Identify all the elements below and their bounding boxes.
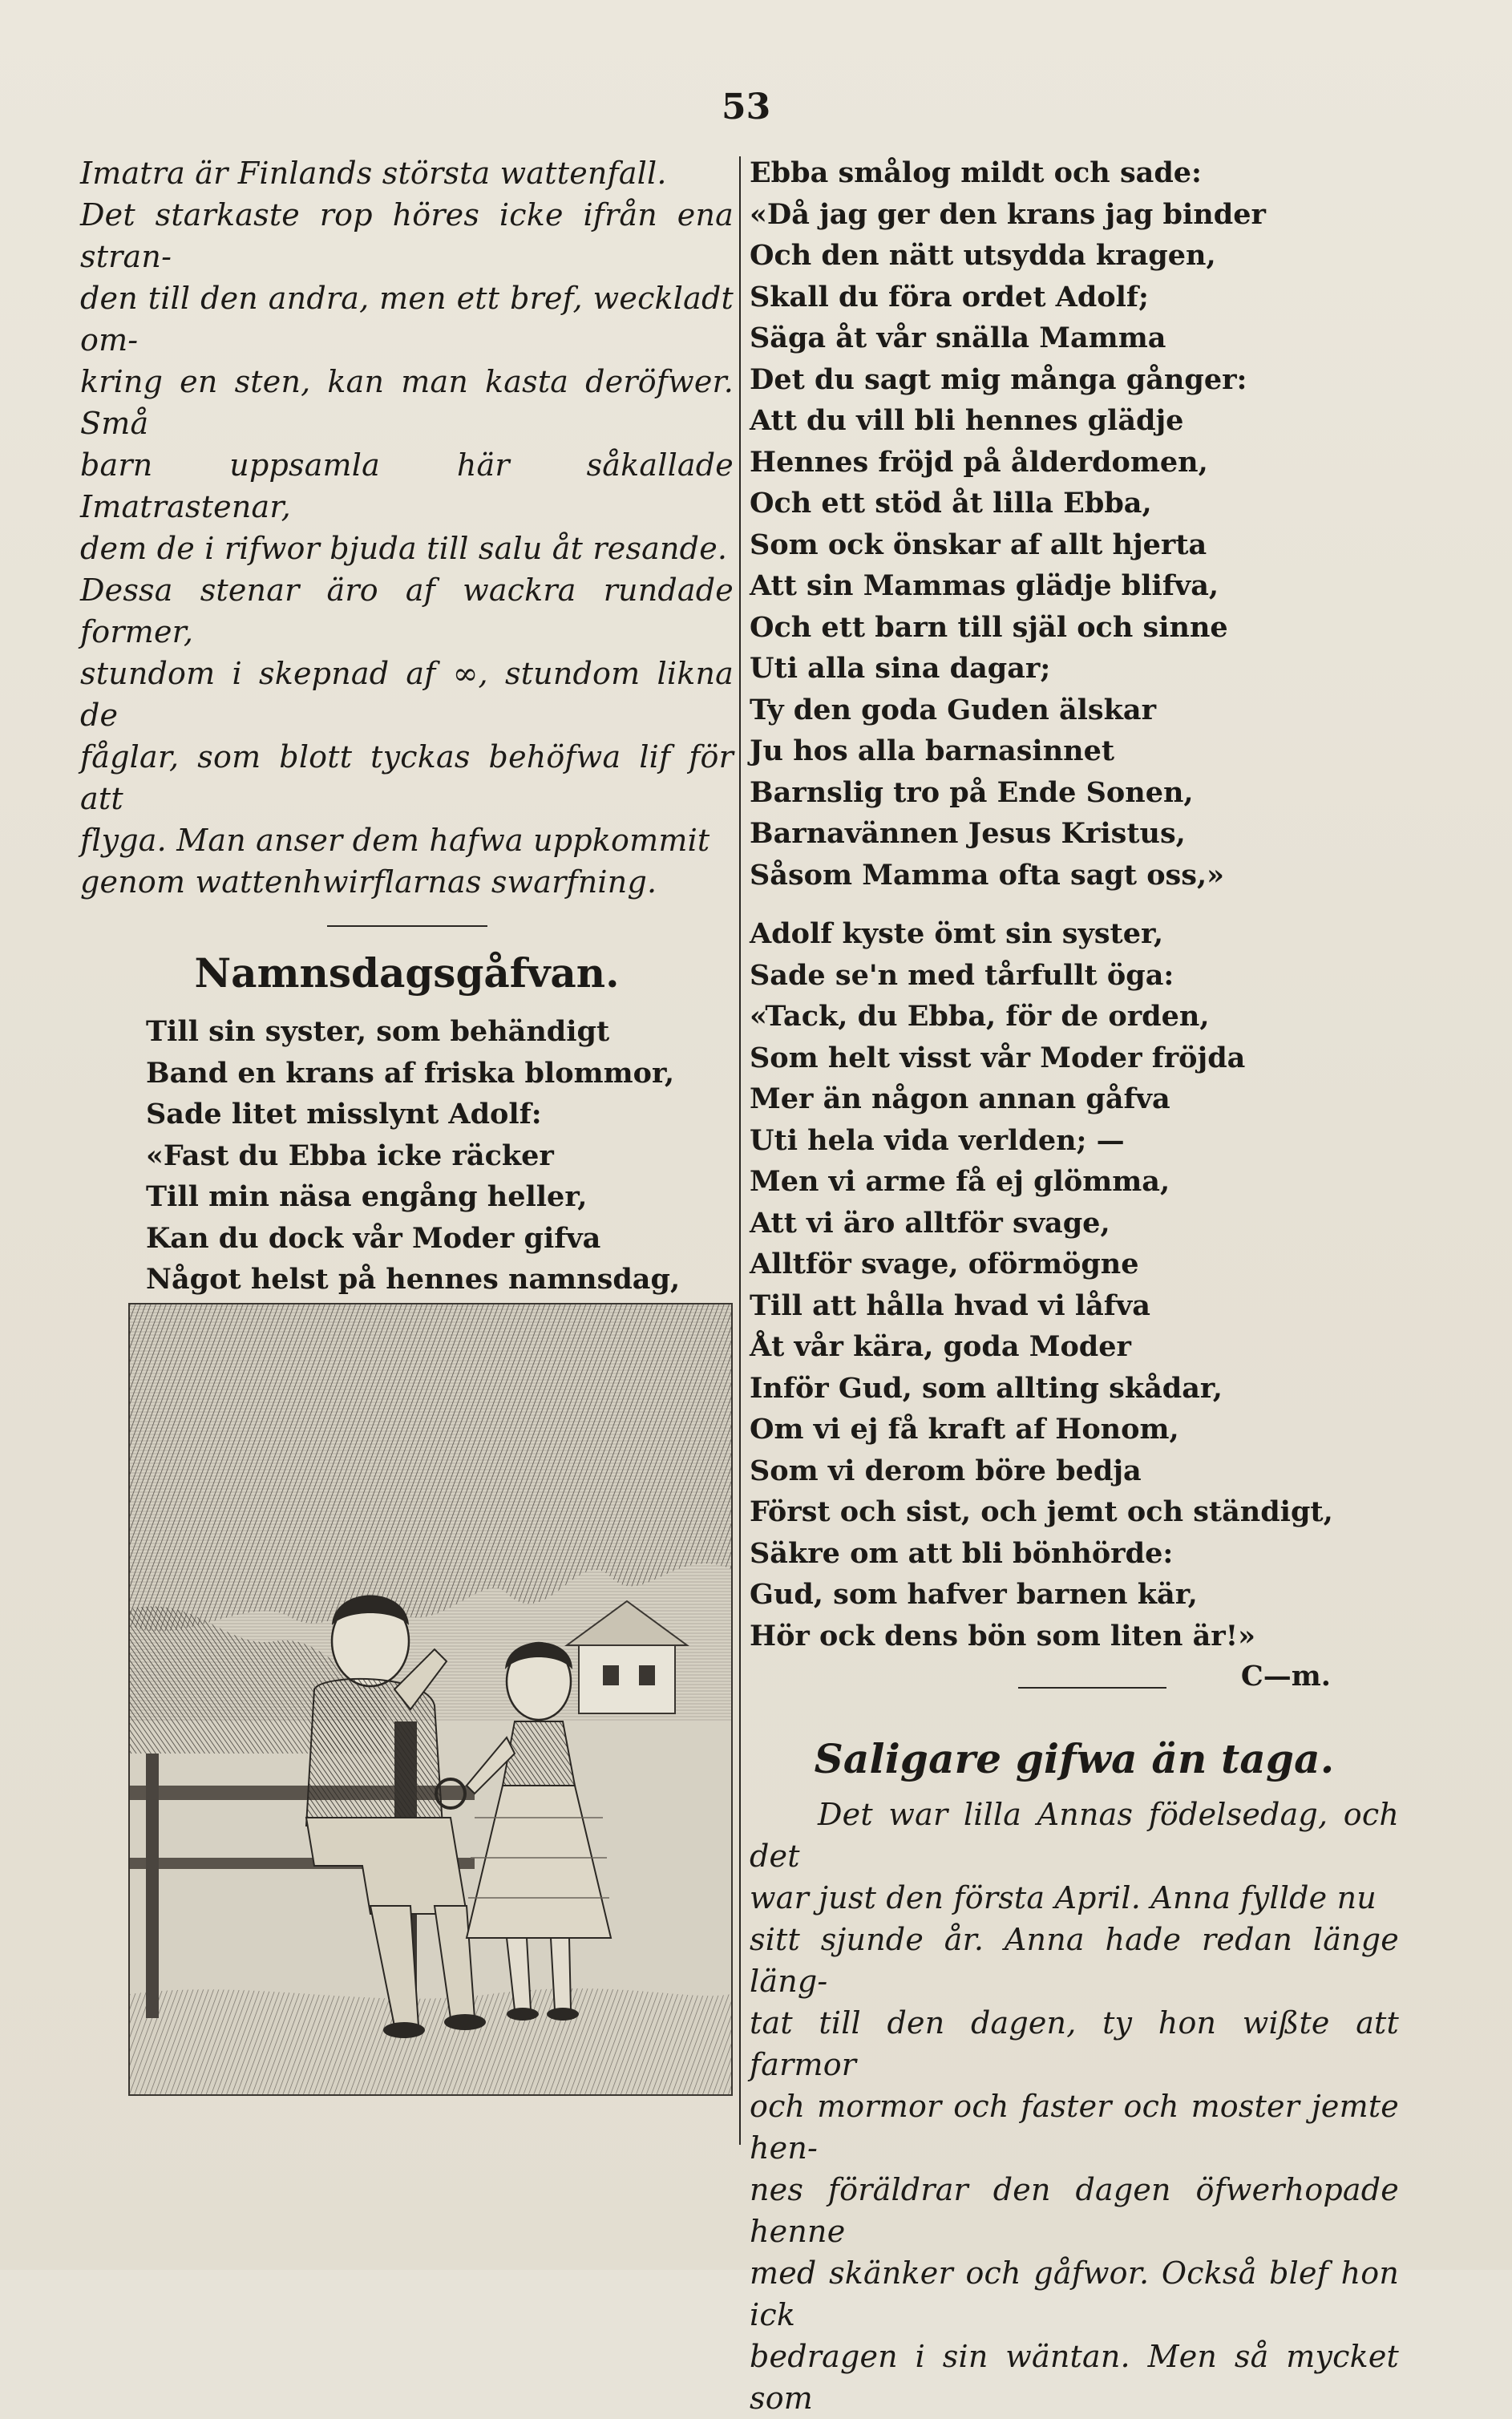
prose-line: flyga. Man anser dem hafwa uppkommit xyxy=(80,823,710,858)
story-title: Saligare gifwa än taga. xyxy=(814,1735,1335,1782)
story-paragraph xyxy=(750,1794,1399,2419)
poem-line: Och ett barn till själ och sinne xyxy=(750,610,1228,644)
stanza-gap xyxy=(750,896,1399,913)
poem-line: Först och sist, och jemt och ständigt, xyxy=(750,1495,1333,1528)
prose-line: Dessa stenar äro af wackra rundade former, xyxy=(80,572,734,649)
signature-rule xyxy=(1018,1687,1166,1689)
prose-line: Det war lilla Annas födelsedag, och det xyxy=(750,1797,1399,1874)
engraving-children-by-fence xyxy=(130,1305,731,2094)
prose-line: kring en sten, kan man kasta deröfwer. Små xyxy=(80,364,734,441)
poem-line: Hör ock dens bön som liten är!» xyxy=(750,1619,1255,1652)
poem-line: «Då jag ger den krans jag binder xyxy=(750,197,1266,231)
poem-line: Band en krans af friska blommor, xyxy=(146,1056,675,1090)
poem-title: Namnsdagsgåfvan. xyxy=(194,949,620,997)
poem-line: Adolf kyste ömt sin syster, xyxy=(750,917,1164,950)
prose-line: den till den andra, men ett bref, weckladt om- xyxy=(80,281,734,358)
poem-line: Uti alla sina dagar; xyxy=(750,652,1051,685)
prose-line: sitt sjunde år. Anna hade redan länge läng- xyxy=(750,1922,1399,1999)
poem-line: Ebba smålog mildt och sade: xyxy=(750,156,1202,189)
poem-line: Säkre om att bli bönhörde: xyxy=(750,1536,1174,1570)
intro-paragraph xyxy=(80,152,734,903)
prose-line: stundom i skepnad af ∞, stundom likna de xyxy=(80,656,734,733)
poem-line: Uti hela vida verlden; — xyxy=(750,1123,1125,1157)
page-number: 53 xyxy=(722,87,771,127)
prose-line: barn uppsamla här såkallade Imatrastenar, xyxy=(80,447,734,524)
prose-line: fåglar, som blott tyckas behöfwa lif för att xyxy=(80,739,734,816)
poem-line: Att vi äro alltför svage, xyxy=(750,1206,1110,1240)
poem-line: Alltför svage, oförmögne xyxy=(750,1248,1139,1280)
poem-line: Säga åt vår snälla Mamma xyxy=(750,322,1166,354)
poem-line: Om vi ej få kraft af Honom, xyxy=(750,1413,1179,1446)
prose-line: nes föräldrar den dagen öfwerhopade henne xyxy=(750,2172,1399,2249)
poem-line: Det du sagt mig många gånger: xyxy=(750,362,1247,396)
prose-line: Imatra är Finlands största wattenfall. xyxy=(80,156,667,191)
prose-line: tat till den dagen, ty hon wißte att farmor xyxy=(750,2005,1399,2082)
poem-line: Ty den goda Guden älskar xyxy=(750,693,1157,726)
poem-line: Som ock önskar af allt hjerta xyxy=(750,528,1207,561)
poem-line: Till min näsa engång heller, xyxy=(146,1180,588,1213)
prose-line: war just den första April. Anna fyllde nu xyxy=(750,1880,1377,1915)
prose-line: bedragen i sin wäntan. Men så mycket som xyxy=(750,2339,1399,2416)
poem-line: Men vi arme få ej glömma, xyxy=(750,1165,1170,1198)
engraving-illustration xyxy=(128,1303,733,2096)
poem-line: Åt vår kära, goda Moder xyxy=(750,1330,1131,1363)
signature-row xyxy=(750,1656,1399,1705)
poem-line: Mer än någon annan gåfva xyxy=(750,1082,1170,1115)
poem-right-stanza-1 xyxy=(681,152,1399,896)
poem-line: Något helst på hennes namnsdag, xyxy=(146,1263,681,1296)
prose-line: genom wattenhwirflarnas swarfning. xyxy=(80,864,657,900)
poem-line: Sade se'n med tårfullt öga: xyxy=(750,958,1174,992)
poem-line: «Tack, du Ebba, för de orden, xyxy=(750,1000,1210,1033)
poem-line: Ju hos alla barnasinnet xyxy=(750,734,1115,767)
poem-line: Skall du föra ordet Adolf; xyxy=(750,280,1149,313)
poem-line: Inför Gud, som allting skådar, xyxy=(750,1371,1223,1405)
poem-line: Sade litet misslynt Adolf: xyxy=(146,1098,542,1131)
poem-line: Som helt visst vår Moder fröjda xyxy=(750,1041,1246,1074)
prose-line: Det starkaste rop höres icke ifrån ena stran- xyxy=(80,197,734,274)
poem-line: Som vi derom böre bedja xyxy=(750,1454,1142,1487)
poem-line: Såsom Mamma ofta sagt oss,» xyxy=(750,858,1225,892)
prose-line: med skänker och gåfwor. Också blef hon ick xyxy=(750,2255,1399,2332)
poem-line: Kan du dock vår Moder gifva xyxy=(146,1221,601,1255)
poem-line: Till sin syster, som behändigt xyxy=(146,1015,610,1048)
poem-line: Att du vill bli hennes glädje xyxy=(750,404,1184,437)
poem-line: Barnavännen Jesus Kristus, xyxy=(750,817,1186,850)
poem-line: Och den nätt utsydda kragen, xyxy=(750,239,1216,272)
poem-line: Hennes fröjd på ålderdomen, xyxy=(750,445,1208,479)
poem-line: Till att hålla hvad vi låfva xyxy=(750,1288,1150,1322)
prose-line: och mormor och faster och moster jemte hen- xyxy=(750,2089,1399,2166)
prose-line: dem de i rifwor bjuda till salu åt resande. xyxy=(80,531,728,566)
poem-line: Barnslig tro på Ende Sonen, xyxy=(750,775,1194,809)
poem-line: Och ett stöd åt lilla Ebba, xyxy=(750,487,1152,520)
poem-line: «Fast du Ebba icke räcker xyxy=(146,1139,554,1172)
poem-signature: C—m. xyxy=(1240,1660,1331,1693)
section-divider xyxy=(327,925,487,927)
poem-right-stanza-2 xyxy=(681,913,1399,1656)
right-column xyxy=(750,152,1399,2419)
poem-line: Gud, som hafver barnen kär, xyxy=(750,1578,1198,1611)
poem-line: Att sin Mammas glädje blifva, xyxy=(750,569,1219,602)
